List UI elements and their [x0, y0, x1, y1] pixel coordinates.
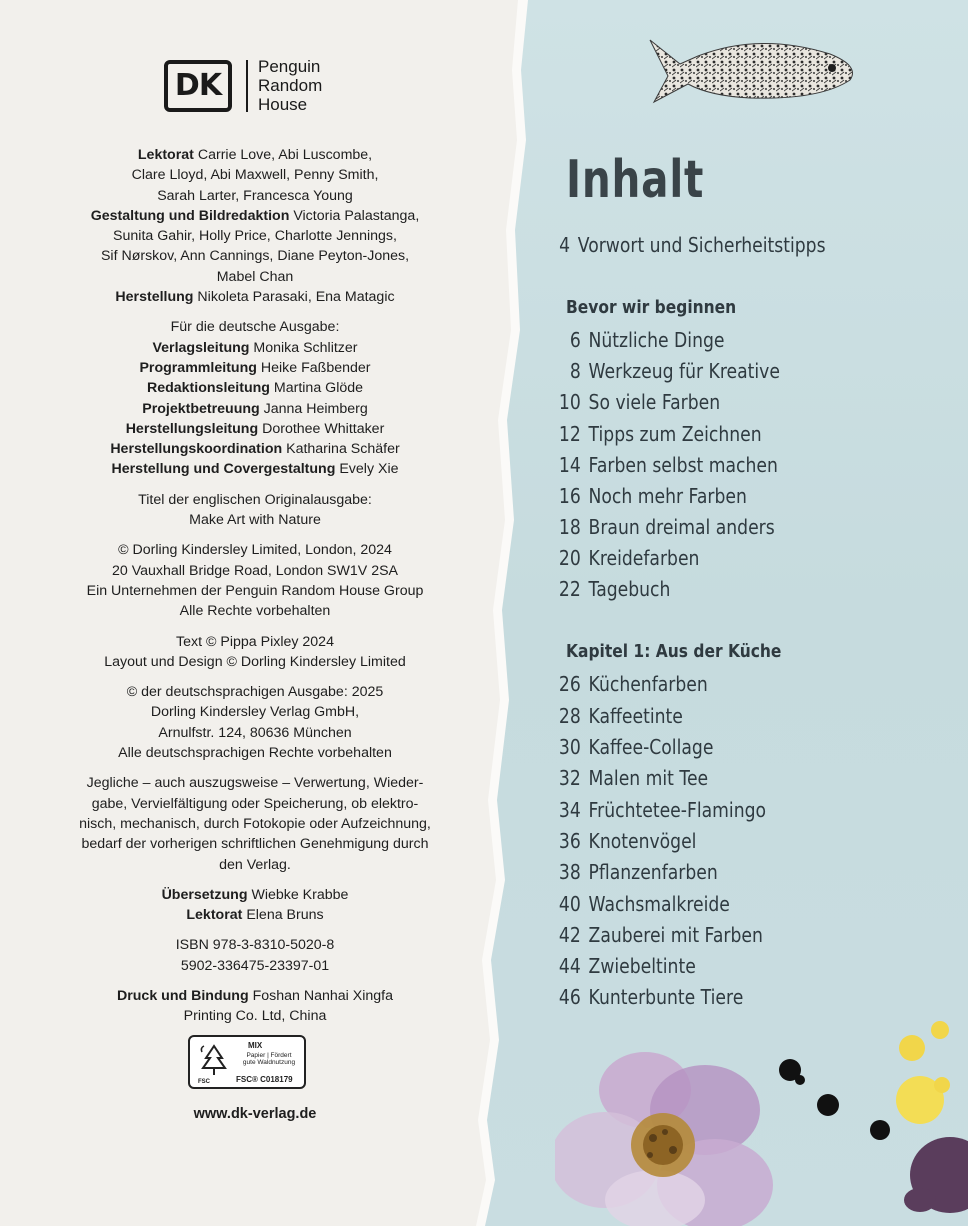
toc-entry-label: Kreidefarben	[588, 546, 700, 570]
toc-page-number: 18	[558, 515, 581, 539]
credit-role: Programmleitung	[139, 359, 257, 376]
publisher-line: Penguin	[258, 57, 321, 76]
copyright-line: Arnulfstr. 124, 80636 München	[158, 724, 352, 741]
original-title-block	[40, 490, 470, 531]
credit-role: Herstellungsleitung	[125, 420, 259, 437]
toc-entry-label: Pflanzenfarben	[588, 860, 718, 884]
credit-names: Clare Lloyd, Abi Maxwell, Penny Smith,	[131, 167, 379, 184]
credit-names: Elena Bruns	[246, 907, 324, 924]
credit-names: Wiebke Krabbe	[251, 886, 349, 903]
toc-entry-label: Knotenvögel	[588, 829, 697, 853]
credit-role: Übersetzung	[161, 886, 248, 903]
logo-divider	[246, 60, 248, 112]
toc-entry[interactable]	[555, 546, 699, 570]
credit-names: Dorothee Whittaker	[262, 420, 385, 437]
toc-page-number: 42	[558, 923, 581, 947]
toc-page-number: 44	[558, 954, 581, 978]
credit-role: Druck und Bindung	[117, 987, 249, 1004]
fsc-code: FSC® C018179	[236, 1075, 293, 1084]
toc-page-number: 4	[559, 233, 571, 257]
toc-entry[interactable]	[555, 704, 683, 728]
copyright-line: Ein Unternehmen der Penguin Random House Group	[86, 582, 424, 599]
credit-role: Lektorat	[186, 907, 243, 924]
pressed-flower-illustration	[555, 1030, 785, 1226]
copyright-line: Alle Rechte vorbehalten	[179, 603, 331, 620]
credit-names: Janna Heimberg	[263, 400, 368, 417]
credit-role: Gestaltung und Bildredaktion	[90, 207, 290, 224]
credit-role: Redaktionsleitung	[146, 380, 270, 397]
credit-role: Projektbetreuung	[142, 400, 260, 417]
rights-line: bedarf der vorherigen schriftlichen Genehmigung durch	[81, 836, 429, 853]
fsc-claim-line: gute Waldnutzung	[242, 1059, 296, 1066]
toc-entry[interactable]	[555, 798, 766, 822]
toc-page-number: 28	[558, 704, 581, 728]
credits-original	[40, 145, 470, 307]
copyright-line: 20 Vauxhall Bridge Road, London SW1V 2SA	[111, 562, 399, 579]
toc-entry[interactable]	[555, 892, 730, 916]
toc-page-number: 26	[558, 672, 581, 696]
toc-entry-label: Früchtetee-Flamingo	[588, 798, 767, 822]
toc-page-number: 16	[558, 484, 581, 508]
toc-page-number: 14	[558, 453, 581, 477]
toc-entry-label: Kunterbunte Tiere	[588, 985, 744, 1009]
copyright-line: Layout und Design © Dorling Kindersley Limited	[104, 653, 406, 670]
toc-entry-label: Zwiebeltinte	[588, 954, 696, 978]
credit-names: Printing Co. Ltd, China	[183, 1008, 327, 1025]
credit-role: Herstellung	[115, 289, 194, 306]
copyright-line: Text © Pippa Pixley 2024	[176, 633, 334, 650]
rights-line: Jegliche – auch auszugsweise – Verwertung, Wieder-	[86, 775, 424, 792]
credit-names: Martina Glöde	[273, 380, 364, 397]
rights-line: gabe, Vervielfältigung oder Speicherung, ob elektro-	[91, 795, 419, 812]
isbn-line: ISBN 978-3-8310-5020-8	[175, 937, 335, 954]
toc-page-number: 22	[558, 577, 581, 601]
toc-entry[interactable]	[555, 735, 713, 759]
original-title-label: Titel der englischen Originalausgabe:	[138, 491, 372, 508]
rights-line: nisch, mechanisch, durch Fotokopie oder Aufzeichnung,	[79, 815, 431, 832]
fsc-certification-badge	[188, 1035, 306, 1089]
credit-names: Monika Schlitzer	[253, 339, 358, 356]
print-credits	[40, 986, 470, 1027]
toc-entry[interactable]	[555, 484, 747, 508]
toc-entry-label: Nützliche Dinge	[588, 328, 725, 352]
text-copyright-block	[40, 632, 470, 673]
dk-logo-mark: DK	[164, 60, 232, 112]
rights-notice	[40, 773, 470, 874]
fsc-mix: MIX	[248, 1041, 263, 1050]
credit-names: Sarah Larter, Francesca Young	[157, 187, 353, 204]
fsc-label: FSC	[198, 1079, 210, 1085]
toc-entry-label: Braun dreimal anders	[588, 515, 775, 539]
isbn-block	[40, 935, 470, 976]
dk-penguin-logo	[164, 57, 322, 114]
toc-entry-label: Vorwort und Sicherheitstipps	[577, 233, 826, 257]
toc-page-number: 46	[558, 985, 581, 1009]
toc-entry[interactable]	[555, 923, 763, 947]
copyright-line: Alle deutschsprachigen Rechte vorbehalten	[118, 745, 392, 762]
toc-page-number: 20	[558, 546, 581, 570]
toc-section-heading: Bevor wir beginnen	[566, 297, 737, 318]
fsc-tree-icon	[198, 1042, 230, 1082]
publisher-wordmark	[258, 57, 322, 114]
toc-entry-label: Tipps zum Zeichnen	[588, 422, 762, 446]
copyright-line: © Dorling Kindersley Limited, London, 2024	[118, 542, 392, 559]
toc-page-number: 8	[569, 359, 581, 383]
toc-entry[interactable]	[555, 985, 743, 1009]
copyright-block	[40, 540, 470, 621]
credit-role: Herstellungskoordination	[110, 441, 283, 458]
fsc-claim	[234, 1052, 304, 1066]
credit-names: Evely Xie	[339, 461, 399, 478]
imprint-text	[40, 145, 470, 1037]
toc-entry-label: Werkzeug für Kreative	[588, 359, 780, 383]
toc-entry[interactable]	[555, 453, 778, 477]
credit-role: Verlagsleitung	[152, 339, 250, 356]
toc-page-number: 30	[558, 735, 581, 759]
credit-names: Katharina Schäfer	[286, 441, 400, 458]
toc-entry-label: Kaffeetinte	[588, 704, 683, 728]
toc-entry-label: Küchenfarben	[588, 672, 708, 696]
rights-line: den Verlag.	[219, 856, 291, 873]
toc-entry-label: Zauberei mit Farben	[588, 923, 763, 947]
toc-entry[interactable]	[555, 954, 696, 978]
toc-entry-label: Malen mit Tee	[588, 766, 709, 790]
toc-entry[interactable]	[555, 829, 696, 853]
credit-names: Carrie Love, Abi Luscombe,	[197, 147, 373, 163]
toc-entry[interactable]	[555, 359, 780, 383]
toc-page-number: 34	[558, 798, 581, 822]
toc-page-number: 40	[558, 892, 581, 916]
toc-page-number: 38	[558, 860, 581, 884]
copyright-line: © der deutschsprachigen Ausgabe: 2025	[126, 684, 384, 701]
toc-entry[interactable]	[555, 422, 762, 446]
credit-names: Foshan Nanhai Xingfa	[252, 987, 393, 1004]
credit-names: Sunita Gahir, Holly Price, Charlotte Jennings,	[113, 228, 397, 245]
fish-print-illustration	[640, 36, 862, 106]
toc-entry-label: Tagebuch	[588, 577, 671, 601]
toc-page-number: 6	[569, 328, 581, 352]
credit-role: Lektorat	[137, 147, 194, 163]
toc-entry[interactable]	[555, 328, 724, 352]
toc-entry-label: Kaffee-Collage	[588, 735, 714, 759]
publisher-line: House	[258, 95, 308, 114]
credit-names: Victoria Palastanga,	[293, 207, 420, 224]
toc-entry[interactable]	[555, 860, 718, 884]
toc-entry[interactable]	[555, 672, 708, 696]
german-copyright-block	[40, 682, 470, 763]
toc-entry[interactable]	[555, 577, 670, 601]
toc-title: Inhalt	[566, 150, 705, 210]
toc-entry-label: Wachsmalkreide	[588, 892, 730, 916]
ink-splash-decoration	[770, 1015, 968, 1226]
toc-entry-intro[interactable]	[558, 233, 826, 257]
toc-entry-label: Noch mehr Farben	[588, 484, 747, 508]
credit-names: Nikoleta Parasaki, Ena Matagic	[197, 289, 395, 306]
toc-section-heading: Kapitel 1: Aus der Küche	[566, 641, 782, 662]
toc-page-number: 36	[558, 829, 581, 853]
toc-entry-label: So viele Farben	[588, 390, 721, 414]
credit-names: Heike Faßbender	[260, 359, 371, 376]
toc-entry[interactable]	[555, 390, 720, 414]
isbn-line: 5902-336475-23397-01	[180, 957, 330, 974]
publisher-line: Random	[258, 76, 323, 95]
original-title: Make Art with Nature	[189, 512, 321, 529]
translation-credits	[40, 885, 470, 926]
toc-entry[interactable]	[555, 766, 708, 790]
german-edition-intro: Für die deutsche Ausgabe:	[170, 319, 340, 336]
fsc-claim-line: Papier | Fördert	[246, 1052, 292, 1059]
credits-german-edition	[40, 317, 470, 479]
credit-names: Mabel Chan	[216, 268, 294, 285]
credit-role: Herstellung und Covergestaltung	[111, 461, 336, 478]
toc-page-number: 10	[558, 390, 581, 414]
copyright-line: Dorling Kindersley Verlag GmbH,	[150, 704, 360, 721]
toc-page-number: 32	[558, 766, 581, 790]
toc-entry-label: Farben selbst machen	[588, 453, 778, 477]
toc-page-number: 12	[558, 422, 581, 446]
toc-entry[interactable]	[555, 515, 775, 539]
credit-names: Sif Nørskov, Ann Cannings, Diane Peyton-Jones,	[100, 248, 410, 265]
website-link[interactable]: www.dk-verlag.de	[193, 1106, 317, 1122]
